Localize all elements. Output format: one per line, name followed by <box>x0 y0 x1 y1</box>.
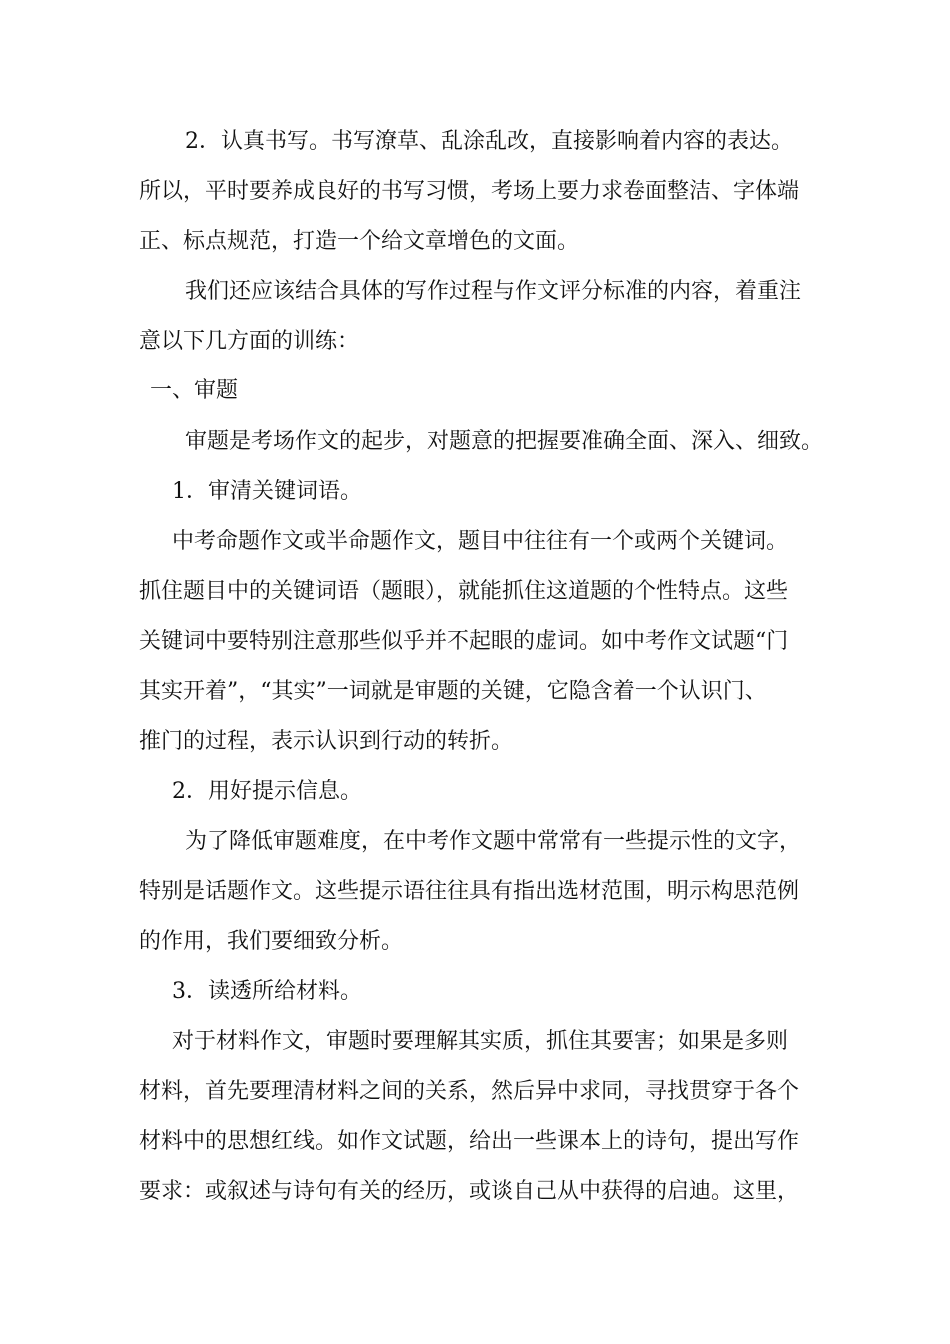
paragraph-line: 推门的过程，表示认识到行动的转折。 <box>139 729 514 754</box>
section-heading: 一、审题 <box>150 378 239 403</box>
paragraph-line: 中考命题作文或半命题作文，题目中往往有一个或两个关键词。 <box>172 529 789 554</box>
paragraph-line: 正、标点规范，打造一个给文章增色的文面。 <box>139 229 580 254</box>
paragraph-line: 特别是话题作文。这些提示语往往具有指出选材范围，明示构思范例 <box>139 879 800 904</box>
subsection-heading: 3．读透所给材料。 <box>172 979 362 1004</box>
paragraph-line: 的作用，我们要细致分析。 <box>139 929 404 954</box>
paragraph-line: 我们还应该结合具体的写作过程与作文评分标准的内容，着重注 <box>185 279 802 304</box>
paragraph-line: 材料，首先要理清材料之间的关系，然后异中求同，寻找贯穿于各个 <box>139 1079 800 1104</box>
paragraph-line: 审题是考场作文的起步，对题意的把握要准确全面、深入、细致。 <box>185 429 824 454</box>
paragraph-line: 关键词中要特别注意那些似乎并不起眼的虚词。如中考作文试题“门 <box>139 629 789 654</box>
paragraph-line: 抓住题目中的关键词语（题眼），就能抓住这道题的个性特点。这些 <box>139 579 789 604</box>
subsection-heading: 2．用好提示信息。 <box>172 779 362 804</box>
paragraph-line: 所以，平时要养成良好的书写习惯，考场上要力求卷面整洁、字体端 <box>139 179 800 204</box>
paragraph-line: 其实开着”，“其实”一词就是审题的关键，它隐含着一个认识门、 <box>139 679 767 704</box>
subsection-heading: 1．审清关键词语。 <box>172 479 362 504</box>
paragraph-line: 2．认真书写。书写潦草、乱涂乱改，直接影响着内容的表达。 <box>185 129 793 154</box>
paragraph-line: 意以下几方面的训练： <box>139 329 360 354</box>
paragraph-line: 材料中的思想红线。如作文试题，给出一些课本上的诗句，提出写作 <box>139 1129 800 1154</box>
paragraph-line: 对于材料作文，审题时要理解其实质，抓住其要害；如果是多则 <box>172 1029 789 1054</box>
paragraph-line: 要求：或叙述与诗句有关的经历，或谈自己从中获得的启迪。这里， <box>139 1179 800 1204</box>
paragraph-line: 为了降低审题难度，在中考作文题中常常有一些提示性的文字， <box>185 829 802 854</box>
